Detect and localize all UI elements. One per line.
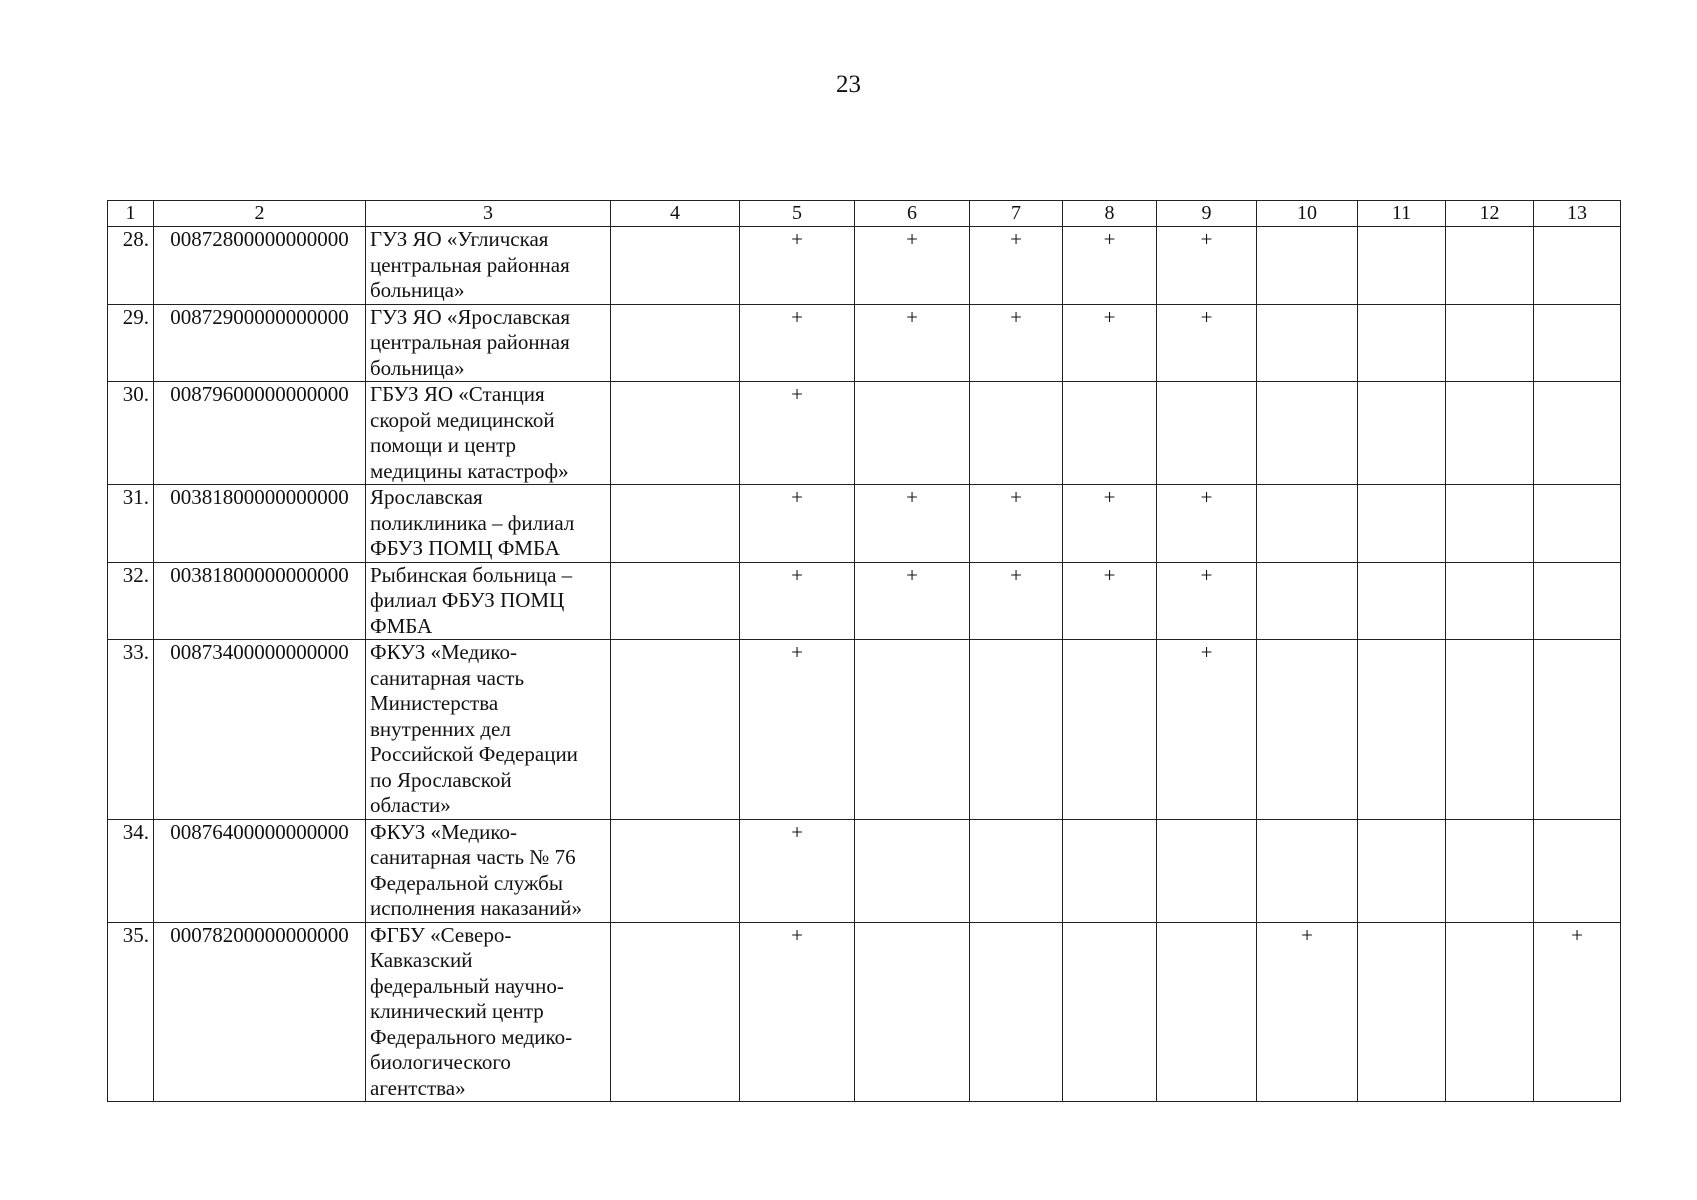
mark-cell-col-6: + [855, 227, 970, 305]
mark-cell-col-7: + [970, 485, 1063, 563]
table-row [108, 304, 1621, 382]
mark-cell-col-5: + [740, 562, 855, 640]
mark-cell-col-13 [1534, 819, 1621, 922]
mark-cell-col-12 [1446, 922, 1534, 1102]
mark-cell-col-9 [1157, 819, 1257, 922]
institution-name-line: Кавказский [370, 948, 473, 972]
mark-cell-col-12 [1446, 382, 1534, 485]
mark-cell-col-12 [1446, 562, 1534, 640]
mark-cell-col-9: + [1157, 304, 1257, 382]
mark-cell-col-10 [1257, 640, 1358, 820]
mark-cell-col-7: + [970, 227, 1063, 305]
row-number: 28. [108, 227, 154, 305]
institution-name-line: скорой медицинской [370, 407, 555, 432]
mark-cell-col-6 [855, 922, 970, 1102]
column-header: 3 [366, 201, 611, 227]
column-number-row [108, 201, 1621, 227]
mark-cell-col-5: + [740, 485, 855, 563]
mark-cell-col-4 [611, 562, 740, 640]
institution-name-line: центральная районная [370, 252, 570, 277]
mark-cell-col-7: + [970, 304, 1063, 382]
mark-cell-col-12 [1446, 227, 1534, 305]
mark-cell-col-12 [1446, 819, 1534, 922]
table-row [108, 485, 1621, 563]
mark-cell-col-13 [1534, 640, 1621, 820]
mark-cell-col-9: + [1157, 562, 1257, 640]
mark-cell-col-5: + [740, 922, 855, 1102]
table-body [108, 227, 1621, 1102]
mark-cell-col-8: + [1063, 304, 1157, 382]
mark-cell-col-13 [1534, 382, 1621, 485]
mark-cell-col-7 [970, 382, 1063, 485]
table-row [108, 640, 1621, 820]
row-number: 29. [108, 304, 154, 382]
mark-cell-col-13 [1534, 227, 1621, 305]
mark-cell-col-11 [1358, 382, 1446, 485]
institution-name-line: ГБУЗ ЯО «Станция [370, 382, 545, 406]
mark-cell-col-12 [1446, 485, 1534, 563]
row-number: 30. [108, 382, 154, 485]
mark-cell-col-11 [1358, 227, 1446, 305]
mark-cell-col-7: + [970, 562, 1063, 640]
institution-name-line: федеральный научно- [370, 973, 564, 998]
institution-name [366, 304, 611, 382]
row-number: 31. [108, 485, 154, 563]
institution-name-line: ГУЗ ЯО «Ярославская [370, 304, 571, 329]
institution-name-line: центральная районная [370, 330, 570, 354]
mark-cell-col-5: + [740, 304, 855, 382]
column-header: 4 [611, 201, 740, 227]
institution-name [366, 227, 611, 305]
institution-name [366, 922, 611, 1102]
row-number: 34. [108, 819, 154, 922]
mark-cell-col-4 [611, 819, 740, 922]
mark-cell-col-11 [1358, 304, 1446, 382]
institution-name-line: помощи и центр [370, 433, 517, 457]
registry-code: 00873400000000000 [154, 640, 366, 820]
mark-cell-col-6: + [855, 485, 970, 563]
table-row [108, 819, 1621, 922]
column-header: 1 [108, 201, 154, 227]
institution-name-line: исполнения наказаний» [370, 896, 583, 920]
institution-name-line: по Ярославской [370, 767, 512, 792]
row-number: 32. [108, 562, 154, 640]
institution-name-line: ФКУЗ «Медико- [370, 640, 518, 664]
mark-cell-col-4 [611, 382, 740, 485]
institution-name-line: ФБУЗ ПОМЦ ФМБА [370, 536, 560, 560]
mark-cell-col-6 [855, 382, 970, 485]
mark-cell-col-6: + [855, 562, 970, 640]
column-header: 7 [970, 201, 1063, 227]
row-number: 35. [108, 922, 154, 1102]
mark-cell-col-4 [611, 485, 740, 563]
institution-name-line: ФКУЗ «Медико- [370, 819, 518, 844]
mark-cell-col-5: + [740, 819, 855, 922]
registry-code: 00078200000000000 [154, 922, 366, 1102]
mark-cell-col-5: + [740, 382, 855, 485]
mark-cell-col-8 [1063, 640, 1157, 820]
mark-cell-col-5: + [740, 640, 855, 820]
mark-cell-col-4 [611, 640, 740, 820]
mark-cell-col-7 [970, 640, 1063, 820]
institution-name-line: биологического [370, 1050, 511, 1074]
institution-name-line: санитарная часть № 76 [370, 845, 576, 869]
institution-name-line: внутренних дел [370, 716, 511, 741]
mark-cell-col-10 [1257, 819, 1358, 922]
mark-cell-col-8 [1063, 819, 1157, 922]
mark-cell-col-6 [855, 640, 970, 820]
institution-name [366, 382, 611, 485]
mark-cell-col-9: + [1157, 485, 1257, 563]
table-row [108, 562, 1621, 640]
mark-cell-col-4 [611, 227, 740, 305]
mark-cell-col-10: + [1257, 922, 1358, 1102]
mark-cell-col-10 [1257, 485, 1358, 563]
institution-name-line: ФГБУ «Северо- [370, 922, 512, 947]
column-header: 5 [740, 201, 855, 227]
institution-name [366, 819, 611, 922]
mark-cell-col-10 [1257, 227, 1358, 305]
column-header: 8 [1063, 201, 1157, 227]
mark-cell-col-6 [855, 819, 970, 922]
institution-name [366, 640, 611, 820]
institution-name [366, 485, 611, 563]
institution-name-line: больница» [370, 278, 465, 302]
mark-cell-col-8 [1063, 382, 1157, 485]
mark-cell-col-8: + [1063, 562, 1157, 640]
institution-name-line: агентства» [370, 1075, 466, 1100]
mark-cell-col-13 [1534, 485, 1621, 563]
mark-cell-col-10 [1257, 382, 1358, 485]
column-header: 6 [855, 201, 970, 227]
registry-code: 00381800000000000 [154, 562, 366, 640]
page-number: 23 [836, 71, 861, 98]
institution-name-line: филиал ФБУЗ ПОМЦ [370, 588, 565, 612]
institutions-table [107, 200, 1621, 1102]
table-row [108, 227, 1621, 305]
mark-cell-col-10 [1257, 562, 1358, 640]
mark-cell-col-12 [1446, 304, 1534, 382]
mark-cell-col-6: + [855, 304, 970, 382]
column-header: 2 [154, 201, 366, 227]
institution-name-line: Федерального медико- [370, 1024, 573, 1049]
mark-cell-col-9: + [1157, 227, 1257, 305]
institution-name-line: клинический центр [370, 999, 544, 1023]
table-row [108, 382, 1621, 485]
institution-name-line: Российской Федерации [370, 742, 578, 766]
institution-name-line: Федеральной службы [370, 870, 563, 895]
institution-name-line: Рыбинская больница – [370, 562, 573, 587]
mark-cell-col-12 [1446, 640, 1534, 820]
column-header: 10 [1257, 201, 1358, 227]
mark-cell-col-11 [1358, 922, 1446, 1102]
mark-cell-col-10 [1257, 304, 1358, 382]
mark-cell-col-8: + [1063, 485, 1157, 563]
mark-cell-col-11 [1358, 640, 1446, 820]
column-header: 9 [1157, 201, 1257, 227]
institution-name-line: санитарная часть [370, 665, 525, 690]
institution-name-line: Ярославская [370, 485, 483, 509]
row-number: 33. [108, 640, 154, 820]
registry-code: 00876400000000000 [154, 819, 366, 922]
mark-cell-col-13 [1534, 304, 1621, 382]
institution-name-line: медицины катастроф» [370, 458, 569, 483]
institution-name-line: больница» [370, 355, 465, 380]
column-header: 12 [1446, 201, 1534, 227]
mark-cell-col-9 [1157, 922, 1257, 1102]
registry-code: 00872800000000000 [154, 227, 366, 305]
mark-cell-col-11 [1358, 819, 1446, 922]
table-row [108, 922, 1621, 1102]
registry-code: 00381800000000000 [154, 485, 366, 563]
mark-cell-col-7 [970, 819, 1063, 922]
institution-name [366, 562, 611, 640]
institution-name-line: поликлиника – филиал [370, 510, 575, 535]
mark-cell-col-13 [1534, 562, 1621, 640]
mark-cell-col-8: + [1063, 227, 1157, 305]
mark-cell-col-5: + [740, 227, 855, 305]
mark-cell-col-11 [1358, 562, 1446, 640]
institution-name-line: ГУЗ ЯО «Угличская [370, 227, 549, 251]
mark-cell-col-4 [611, 304, 740, 382]
mark-cell-col-13: + [1534, 922, 1621, 1102]
mark-cell-col-9: + [1157, 640, 1257, 820]
mark-cell-col-8 [1063, 922, 1157, 1102]
registry-code: 00872900000000000 [154, 304, 366, 382]
institution-name-line: Министерства [370, 691, 499, 715]
institution-name-line: ФМБА [370, 613, 433, 638]
mark-cell-col-9 [1157, 382, 1257, 485]
column-header: 13 [1534, 201, 1621, 227]
institution-name-line: области» [370, 793, 451, 817]
mark-cell-col-4 [611, 922, 740, 1102]
mark-cell-col-11 [1358, 485, 1446, 563]
registry-code: 00879600000000000 [154, 382, 366, 485]
column-header: 11 [1358, 201, 1446, 227]
mark-cell-col-7 [970, 922, 1063, 1102]
